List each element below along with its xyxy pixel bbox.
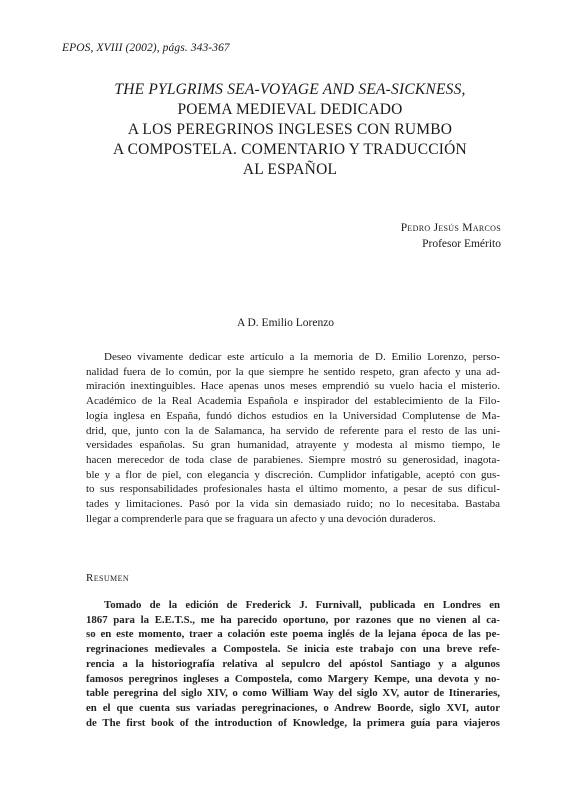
text-line: logía inglesa en España, fundó dichos estudios en la Universidad Complutense de Ma-	[86, 409, 500, 422]
text-line: tades y limitaciones. Pasó por la vida sin demasiado ruido; no lo necesitaba. Bastaba	[86, 498, 500, 511]
text-line: miración inextinguibles. Hace apenas unos meses emprendió su vuelo hacia el misterio.	[86, 380, 500, 393]
text-line: de The first book of the introduction of Knowledge, la primera guía para viajeros	[86, 716, 500, 729]
text-line: Tomado de la edición de Frederick J. Furnivall, publicada en Londres en	[104, 599, 500, 611]
text-line: versidades españolas. Su gran humanidad, atrayente y modesta al mismo tiempo, le	[86, 439, 500, 452]
journal-reference: EPOS, XVIII (2002), págs. 343-367	[62, 42, 230, 54]
text-line: regrinaciones medievales a Compostela. Se inicia este trabajo con una breve refe-	[86, 643, 500, 656]
article-title	[60, 80, 520, 180]
abstract-paragraph	[86, 598, 500, 730]
title-line-5: AL ESPAÑOL	[242, 161, 338, 178]
text-line: en el que cuenta sus variadas peregrinaciones, o Andrew Boorde, siglo XVI, autor	[86, 701, 500, 714]
title-line-1: THE PYLGRIMS SEA-VOYAGE AND SEA-SICKNESS,	[114, 81, 466, 98]
text-line: famosos peregrinos ingleses a Compostela, como Margery Kempe, una devota y no-	[86, 672, 500, 685]
text-line: drid, que, junto con la de Salamanca, ha servido de referente para el resto de las uni-	[86, 424, 500, 437]
text-line: so en este momento, traer a colación este poema inglés de la lejana época de las pe-	[86, 628, 500, 641]
dedication-paragraph	[86, 350, 500, 526]
author-role: Profesor Emérito	[422, 238, 501, 250]
text-line: llegar a comprenderle para que se fraguara un afecto y una devoción duraderos.	[86, 512, 436, 525]
section-heading: Resumen	[86, 572, 130, 584]
text-line: to sus responsabilidades profesionales hasta el último momento, a pesar de sus dificul-	[86, 483, 500, 496]
text-line: 1867 para la E.E.T.S., me ha parecido oportuno, por razones que no vienen al ca-	[86, 613, 500, 626]
text-line: Deseo vivamente dedicar este artículo a la memoria de D. Emilio Lorenzo, perso-	[104, 351, 500, 363]
title-line-4: A COMPOSTELA. COMENTARIO Y TRADUCCIÓN	[113, 141, 467, 158]
title-line-2: POEMA MEDIEVAL DEDICADO	[177, 101, 403, 118]
text-line: Académico de la Real Academia Española e inspirador del establecimiento de la Filo-	[86, 395, 500, 408]
text-line: table peregrina del siglo XIV, o como William Way del siglo XV, autor de Itineraries,	[86, 687, 500, 700]
text-line: ble y a flor de piel, con elegancia y discreción. Cumplidor infatigable, aceptó con gus-	[86, 468, 500, 481]
dedication: A D. Emilio Lorenzo	[236, 317, 335, 329]
text-line: nalidad fuera de lo común, por la que siempre he sentido respeto, gran afecto y una ad-	[86, 365, 500, 378]
text-line: hacen merecedor de toda clase de parabienes. Siempre mostró su generosidad, inagota-	[86, 453, 500, 466]
author-block	[401, 220, 501, 252]
author-name: Pedro Jesús Marcos	[400, 222, 501, 234]
title-line-3: A LOS PEREGRINOS INGLESES CON RUMBO	[127, 121, 453, 138]
text-line: rencia a la historiografía relativa al sepulcro del apóstol Santiago y a algunos	[86, 657, 500, 670]
